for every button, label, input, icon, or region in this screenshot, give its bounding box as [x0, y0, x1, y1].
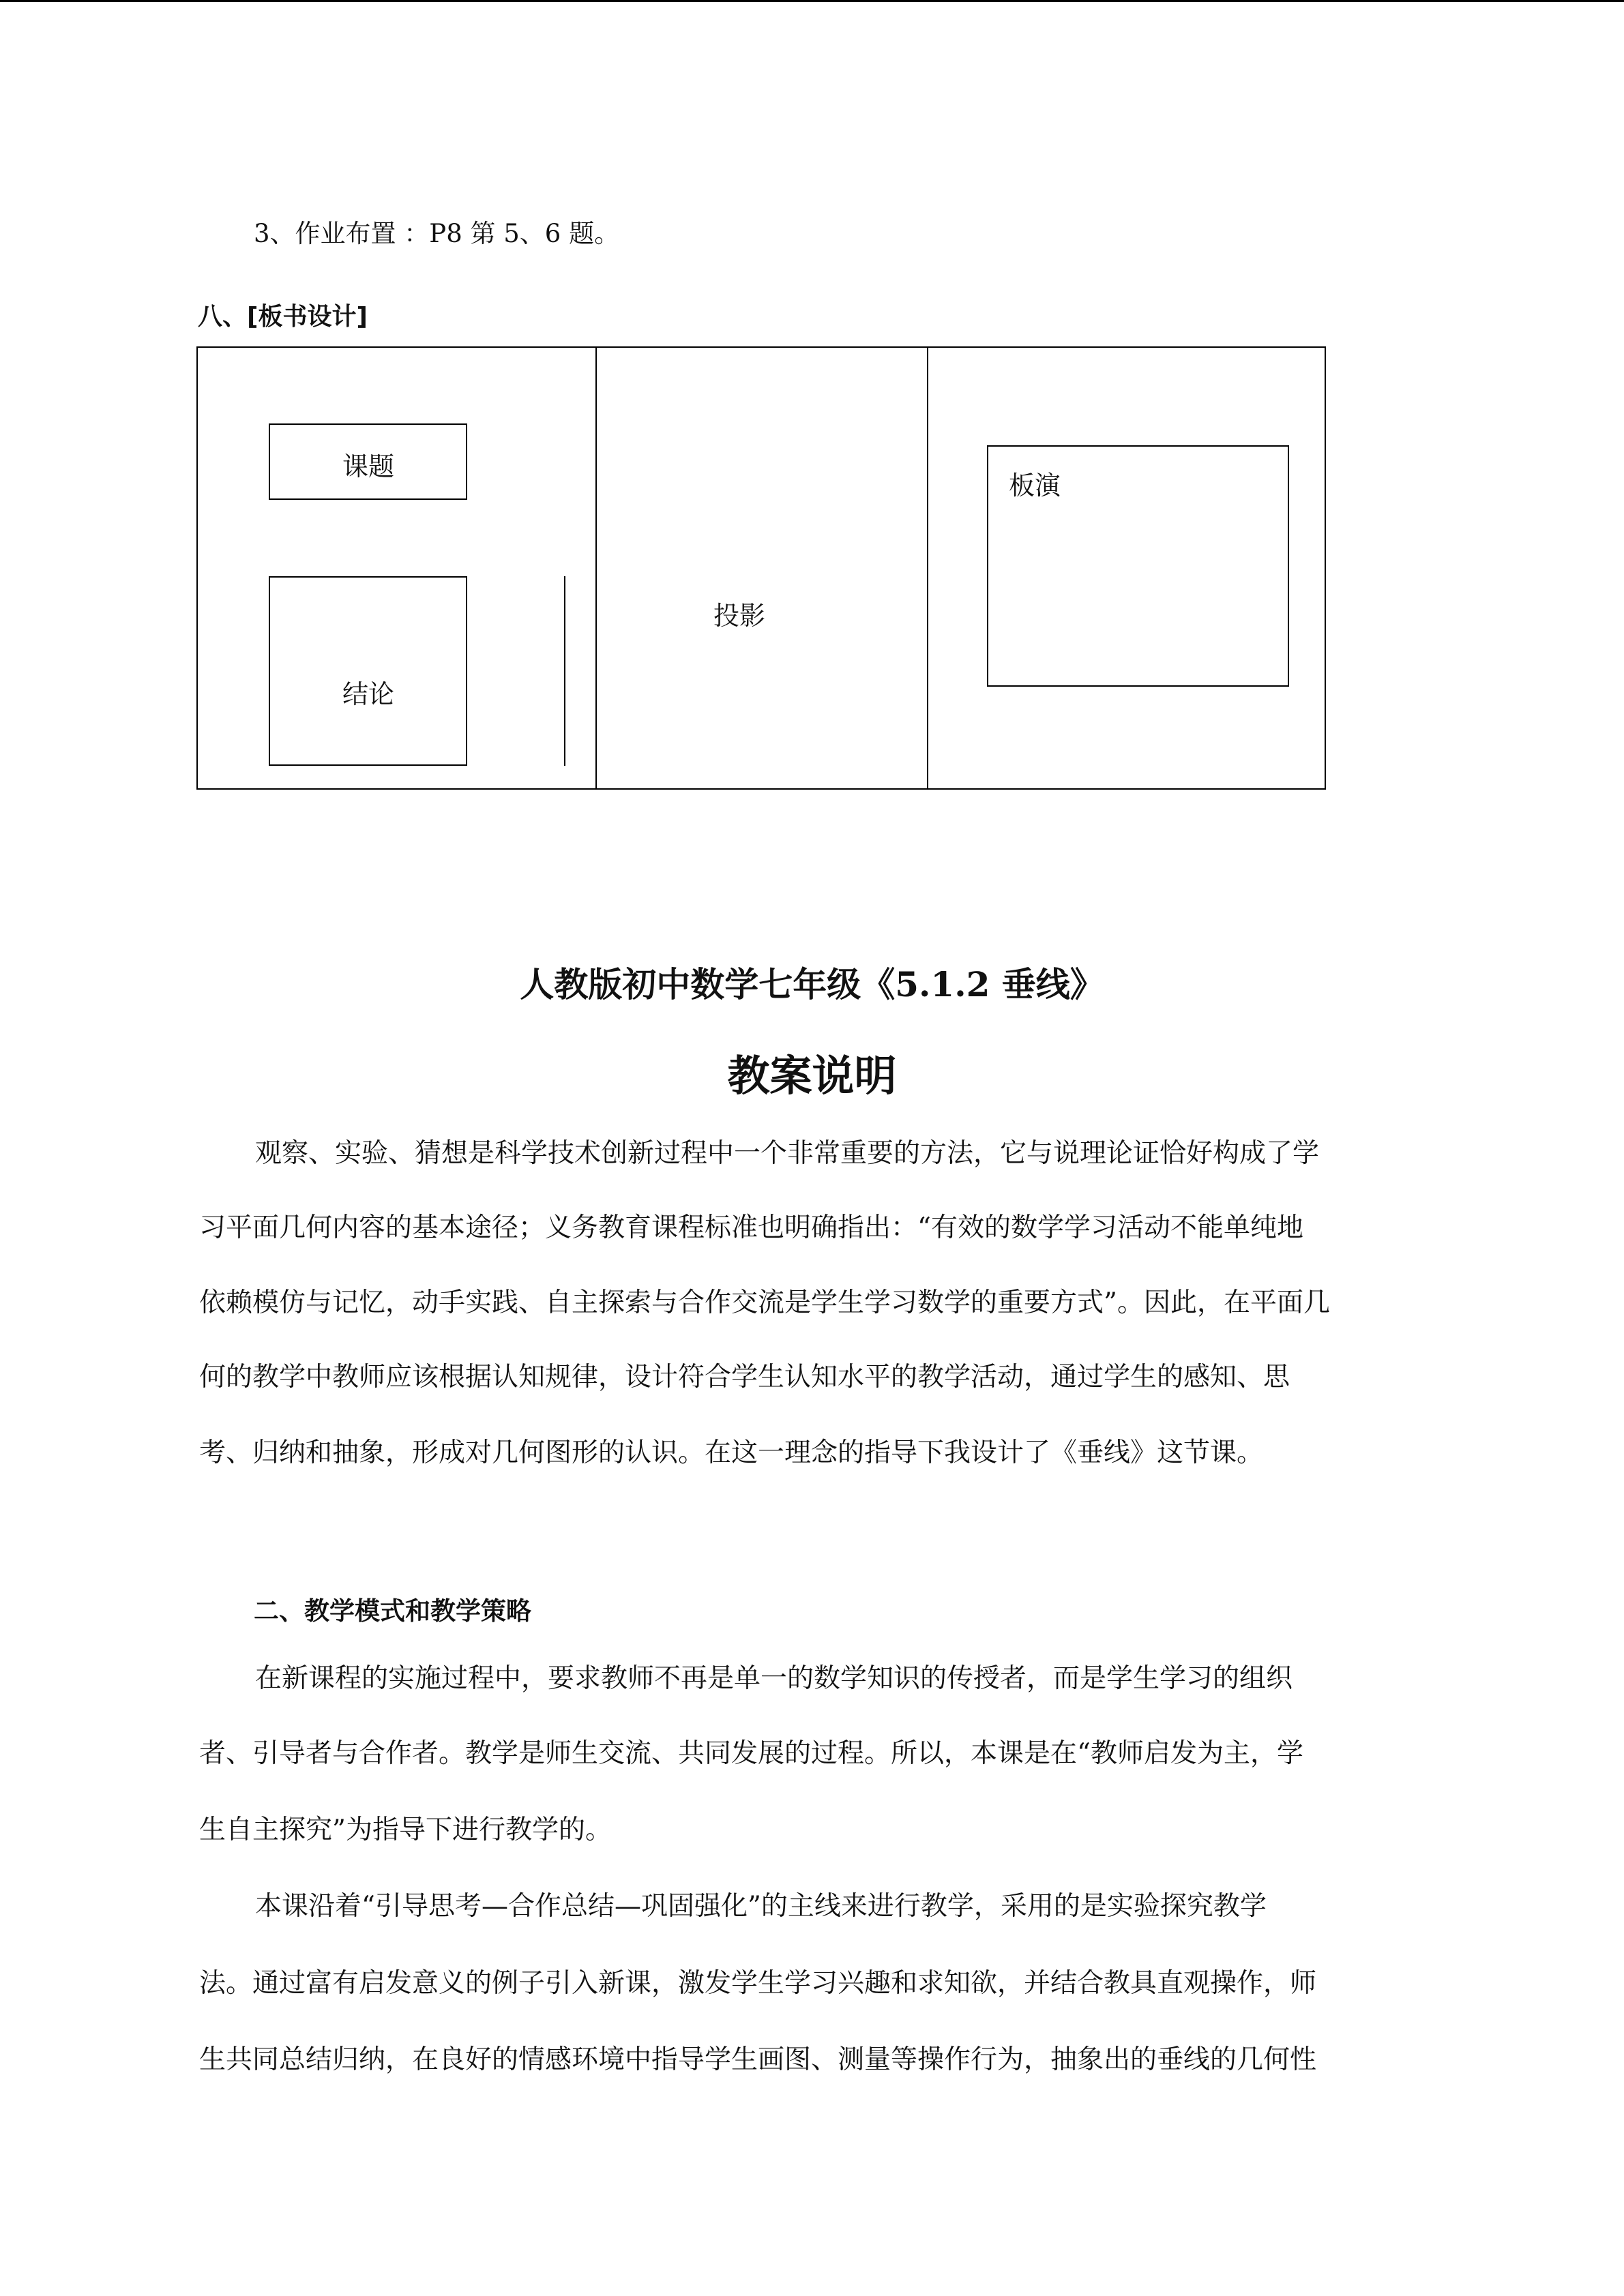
demo-box: [987, 445, 1289, 687]
board-design-diagram: [196, 346, 1326, 790]
section2-heading: 二、教学模式和教学策略: [254, 1596, 531, 1626]
section2-p2-line-3: 生共同总结归纳，在良好的情感环境中指导学生画图、测量等操作行为，抽象出的垂线的几何性: [199, 2044, 1317, 2075]
section2-p2-line-2: 法。通过富有启发意义的例子引入新课，激发学生学习兴趣和求知欲，并结合教具直观操作，师: [199, 1968, 1317, 1999]
topic-label: 课题: [342, 451, 395, 481]
intro-line-3: 依赖模仿与记忆，动手实践、自主探索与合作交流是学生学习数学的重要方式”。因此，在平面几: [199, 1287, 1330, 1318]
demo-label: 板演: [1009, 471, 1061, 501]
section2-p1-line-1: 在新课程的实施过程中，要求教师不再是单一的数学知识的传授者，而是学生学习的组织: [255, 1663, 1293, 1694]
vertical-separator-line: [564, 576, 565, 766]
column-divider-right: [927, 348, 928, 788]
section2-p2-line-1: 本课沿着“引导思考—合作总结—巩固强化”的主线来进行教学，采用的是实验探究教学: [255, 1891, 1267, 1922]
document-title: 人教版初中数学七年级《5.1.2 垂线》: [520, 964, 1104, 1004]
topic-box: [269, 423, 467, 500]
intro-line-2: 习平面几何内容的基本途径；义务教育课程标准也明确指出：“有效的数学学习活动不能单纯地: [199, 1212, 1303, 1243]
top-border-line: [0, 0, 1624, 2]
column-divider-left: [595, 348, 597, 788]
conclusion-box: [269, 576, 467, 766]
document-subtitle: 教案说明: [727, 1051, 897, 1101]
section2-p1-line-3: 生自主探究”为指导下进行教学的。: [199, 1815, 612, 1845]
section2-p1-line-2: 者、引导者与合作者。教学是师生交流、共同发展的过程。所以，本课是在“教师启发为主，学: [199, 1738, 1303, 1769]
intro-line-4: 何的教学中教师应该根据认知规律，设计符合学生认知水平的教学活动，通过学生的感知、思: [199, 1362, 1290, 1392]
conclusion-label: 结论: [342, 679, 395, 709]
board-design-heading: 八、[板书设计]: [198, 303, 368, 331]
homework-line: 3、作业布置 ：P8 第 5、6 题。: [254, 219, 620, 248]
intro-line-1: 观察、实验、猜想是科学技术创新过程中一个非常重要的方法，它与说理论证恰好构成了学: [255, 1138, 1320, 1169]
projection-label: 投影: [713, 601, 766, 631]
intro-line-5: 考、归纳和抽象，形成对几何图形的认识。在这一理念的指导下我设计了《垂线》这节课。: [199, 1437, 1264, 1468]
